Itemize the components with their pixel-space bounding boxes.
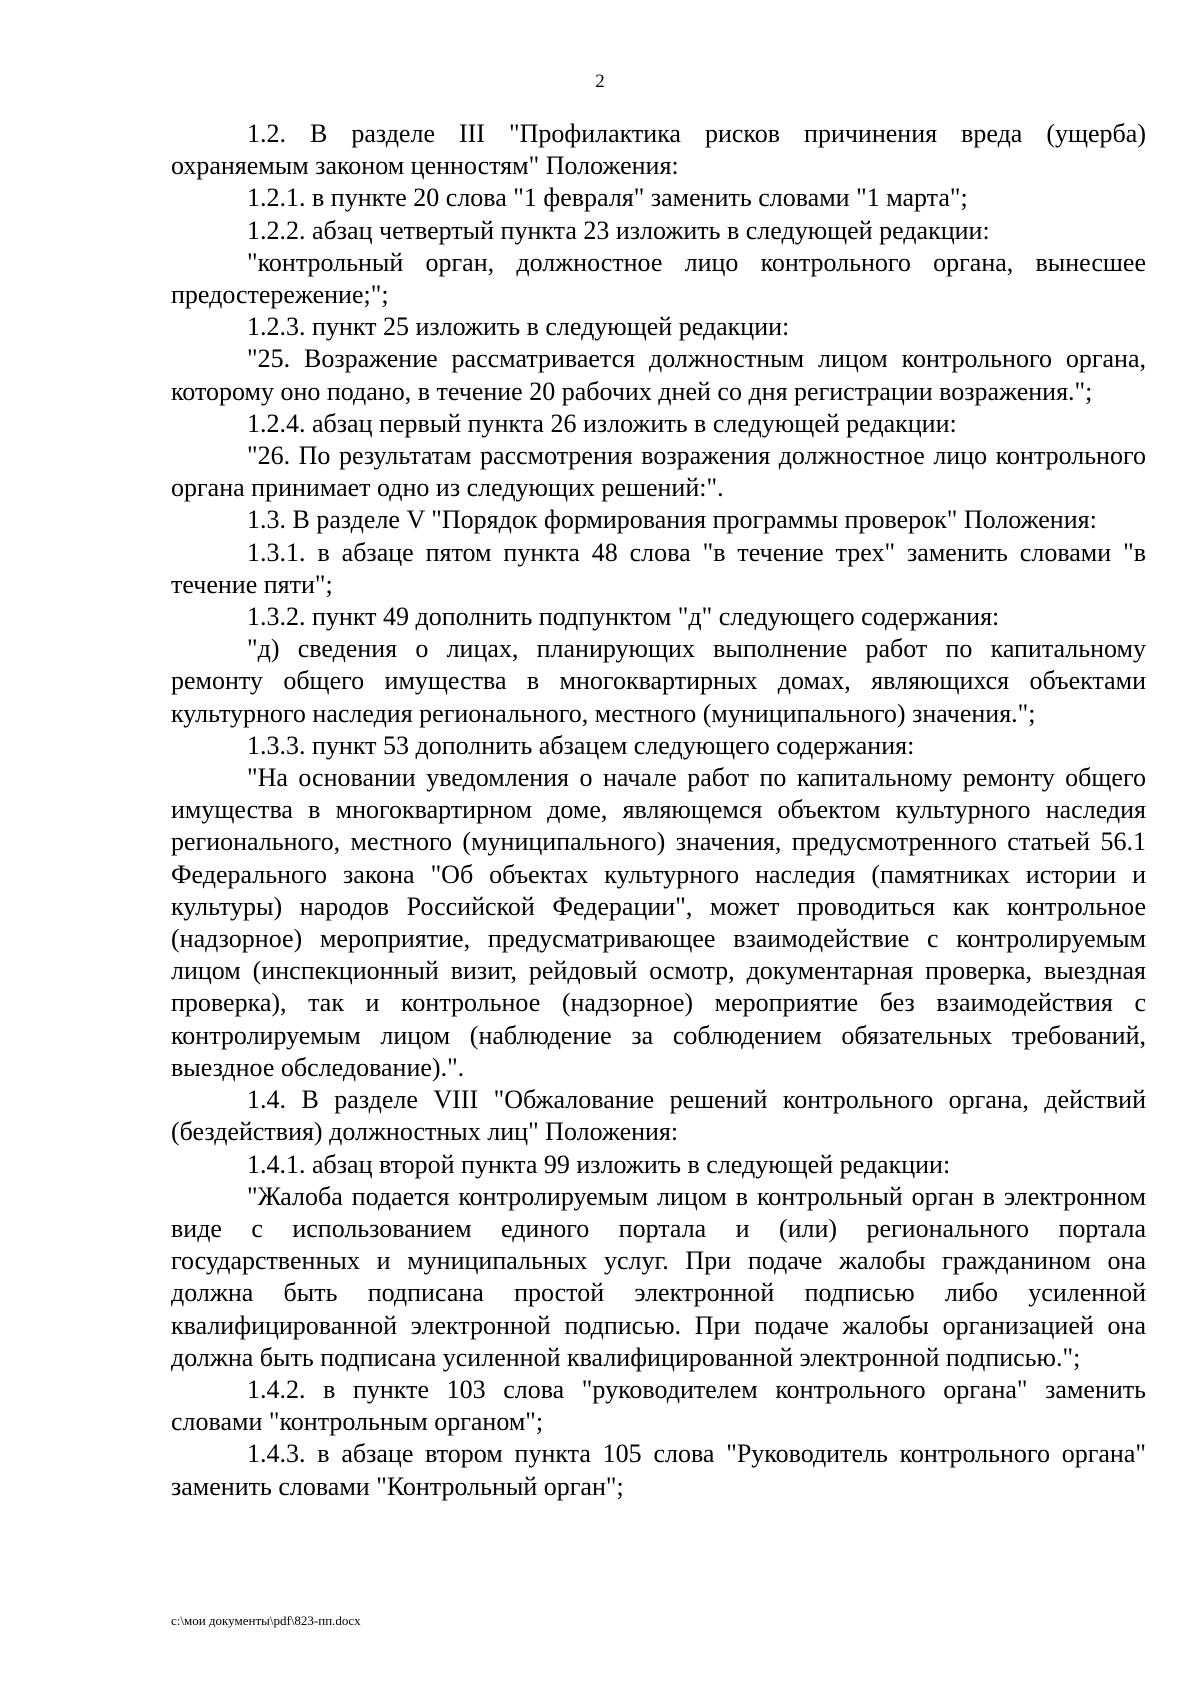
paragraph-1-3: 1.3. В разделе V "Порядок формирования программы проверок" Положения: [247,505,1097,535]
page-number: 2 [595,71,605,92]
paragraph-1-2-4: 1.2.4. абзац первый пункта 26 изложить в следующей редакции: [247,408,957,438]
document-body [171,118,1146,1503]
paragraph-1-3-1: 1.3.1. в абзаце пятом пункта 48 слова "в течение трех" заменить словами "в течение пяти"; [171,537,1146,599]
quote-item-25: "25. Возражение рассматривается должностным лицом контрольного органа, которому оно подано, в течение 20 рабочих дней со дня регистрации возражения."; [171,344,1146,406]
paragraph-1-3-2: 1.3.2. пункт 49 дополнить подпунктом "д" следующего содержания: [247,602,1000,632]
paragraph-1-2-2: 1.2.2. абзац четвертый пункта 23 изложить в следующей редакции: [247,215,990,245]
quote-item-26: "26. По результатам рассмотрения возражения должностное лицо контрольного органа принимает одно из следующих решений:". [171,441,1146,503]
paragraph-1-2: 1.2. В разделе III "Профилактика рисков причинения вреда (ущерба) охраняемым законом ценностям" Положения: [171,119,1146,181]
paragraph-1-4-1: 1.4.1. абзац второй пункта 99 изложить в следующей редакции: [247,1149,951,1179]
paragraph-1-4: 1.4. В разделе VIII "Обжалование решений контрольного органа, действий (бездействия) должностных лиц" Положения: [171,1085,1146,1147]
footer-file-path: c:\мои документы\pdf\823-пп.docx [171,1613,361,1628]
quote-subitem-d: "д) сведения о лицах, планирующих выполнение работ по капитальному ремонту общего имущества в многоквартирных домах, являющихся объектами культурного наследия регионального, местного (муниципального) значения."; [171,634,1146,728]
quote-item-53: "На основании уведомления о начале работ по капитальному ремонту общего имущества в многоквартирном доме, являющемся объектом культурного наследия регионального, местного (муниципального) значения, предусмотренного статьей 56.1 Федерального закона "Об объектах культурного наследия (памятниках истории и культуры) народов Российской Федерации", может проводиться как контрольное (надзорное) мероприятие, предусматривающее взаимодействие с контролируемым лицом (инспекционный визит, рейдовый осмотр, документарная проверка, выездная проверка), так и контрольное (надзорное) мероприятие без взаимодействия с контролируемым лицом (наблюдение за соблюдением обязательных требований, выездное обследование).". [171,763,1146,1082]
quote-item-23: "контрольный орган, должностное лицо контрольного органа, вынесшее предостережение;"; [171,247,1146,310]
paragraph-1-4-2: 1.4.2. в пункте 103 слова "руководителем контрольного органа" заменить словами "контрольным органом"; [171,1374,1146,1437]
paragraph-1-3-3: 1.3.3. пункт 53 дополнить абзацем следующего содержания: [247,730,915,760]
paragraph-1-2-3: 1.2.3. пункт 25 изложить в следующей редакции: [247,312,790,342]
paragraph-1-2-1: 1.2.1. в пункте 20 слова "1 февраля" заменить словами "1 марта"; [247,183,968,213]
quote-item-99: "Жалоба подается контролируемым лицом в контрольный орган в электронном виде с использованием единого портала и (или) регионального портала государственных и муниципальных услуг. При подаче жалобы гражданином она должна быть подписана простой электронной подписью либо усиленной квалифицированной электронной подписью. При подаче жалобы организацией она должна быть подписана усиленной квалифицированной электронной подписью."; [171,1181,1146,1372]
paragraph-1-4-3: 1.4.3. в абзаце втором пункта 105 слова "Руководитель контрольного органа" заменить словами "Контрольный орган"; [171,1439,1146,1501]
